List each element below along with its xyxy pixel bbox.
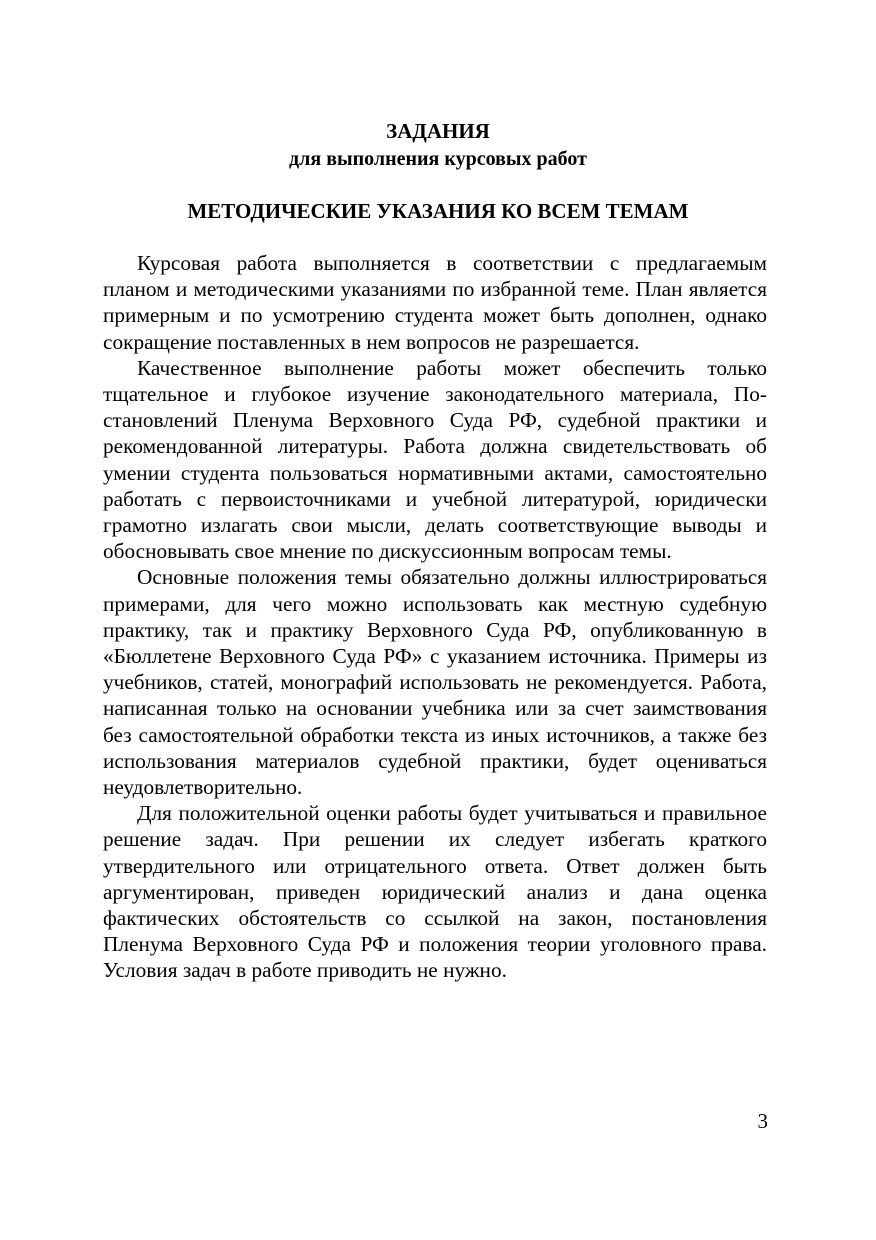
page-subtitle: для выполнения курсовых работ	[289, 148, 587, 170]
page-title: ЗАДАНИЯ	[386, 119, 490, 143]
paragraph-2: Качественное выполнение работы может обеспечить только тщательное и глубокое изучение законодательного материала, Постановлений Пленума Верховного Суда РФ, судебной практики и рекомендованной литературы. Работа должна свидетельствовать об умении студента пользоваться нормативными актами, самостоятельно работать с первоисточниками и учебной литературой, юридически грамотно излагать свои мысли, делать соответствующие выводы и обосновывать свое мнение по дискуссионным вопросам темы.	[103, 355, 767, 564]
body-text	[103, 250, 767, 984]
paragraph-3: Основные положения темы обязательно должны иллюстрироваться примерами, для чего можно использовать как местную судебную практику, так и практику Верховного Суда РФ, опубликованную в «Бюллетене Верховного Суда РФ» с указанием источника. Примеры из учебников, статей, монографий использовать не рекомендуется. Работа, написанная только на основании учебника или за счет заимствования без самостоятельной обработки текста из иных источников, а также без использования материалов судебной практики, будет оцениваться неудовлетворительно.	[103, 565, 767, 800]
page-number: 3	[757, 1109, 768, 1133]
section-title: МЕТОДИЧЕСКИЕ УКАЗАНИЯ КО ВСЕМ ТЕМАМ	[187, 199, 689, 223]
paragraph-4: Для положительной оценки работы будет учитываться и правильное решение задач. При решении их следует избегать краткого утвердительного или отрицательного ответа. Ответ должен быть аргументирован, приведен юридический анализ и дана оценка фактических обстоятельств со ссылкой на закон, постановления Пленума Верховного Суда РФ и положения теории уголовного права. Условия задач в работе приводить не нужно.	[103, 801, 767, 983]
paragraph-1: Курсовая работа выполняется в соответствии с предлагаемым планом и методическими указаниями по избранной теме. План является примерным и по усмотрению студента может быть дополнен, однако сокращение поставленных в нем вопросов не разрешается.	[103, 251, 767, 354]
